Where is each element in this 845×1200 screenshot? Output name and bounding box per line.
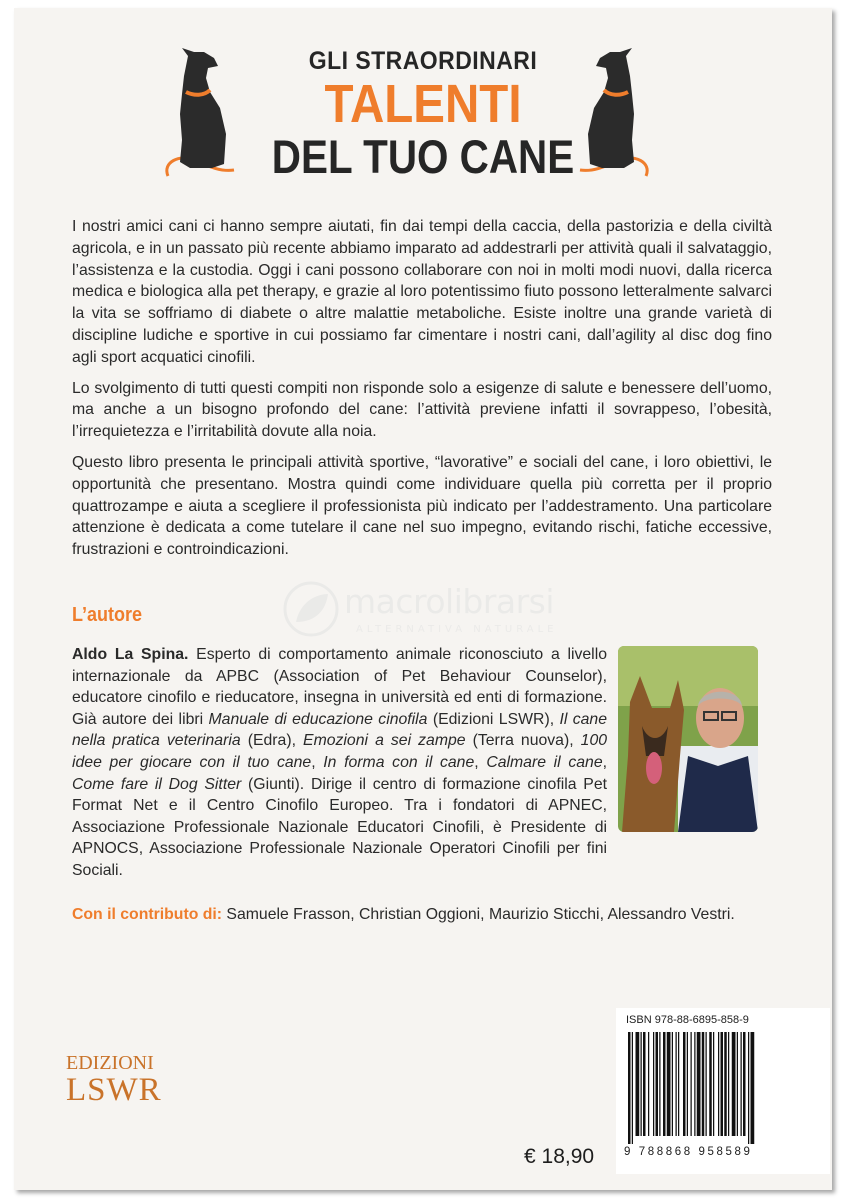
book-ref: Il cane nella pratica veterinaria <box>72 710 607 750</box>
book-ref: 100 idee per giocare con il tuo cane <box>72 732 608 771</box>
barcode-bar <box>643 1032 646 1136</box>
barcode-area <box>616 1008 830 1174</box>
author-name: Aldo La Spina. <box>72 646 189 663</box>
barcode-bar <box>659 1032 660 1136</box>
author-photo <box>618 646 758 832</box>
author-bio <box>72 644 607 882</box>
barcode-bar <box>691 1032 692 1136</box>
barcode-bar <box>741 1032 742 1136</box>
barcode-bar <box>663 1032 666 1136</box>
watermark-tagline: ALTERNATIVA NATURALE <box>356 624 558 635</box>
title-line-2: TALENTI <box>324 74 522 134</box>
watermark <box>282 578 592 648</box>
book-back-cover <box>14 8 832 1190</box>
description-paragraph-1: I nostri amici cani ci hanno sempre aiutati, fin dai tempi della caccia, della pastorizia e della civiltà agricola, e in un passato più recente abbiamo imparato ad addestrarli per attività quali il salvataggio, l’assistenza e la custodia. Oggi i cani possono collaborare con noi in molti modi nuovi, dalla ricerca medica e biologica alla pet therapy, e grazie al loro potentissimo fiuto possono letteralmente salvarci la vita se soffriamo di diabete o altre malattie metaboliche. Esiste inoltre una grande varietà di discipline ludiche e sportive in cui possiamo far cimentare i nostri cani, dall’agility al disc dog fino agli sport acquatici cinofili. <box>72 218 772 366</box>
bio-text: , <box>311 753 324 771</box>
barcode-bar <box>667 1032 671 1136</box>
barcode-bar <box>709 1032 712 1136</box>
book-ref: Emozioni a sei zampe <box>303 732 466 750</box>
bio-text: (Edra), <box>240 732 304 750</box>
barcode-bar <box>687 1032 688 1136</box>
title-line-1: GLI STRAORDINARI <box>308 47 538 75</box>
bio-text: (Terra nuova), <box>465 732 581 750</box>
barcode-bar <box>628 1032 631 1144</box>
barcode-bar <box>748 1032 749 1144</box>
publisher-line-1: EDIZIONI <box>66 1052 154 1074</box>
book-ref: In forma con il cane <box>323 753 475 771</box>
title-line-3: DEL TUO CANE <box>271 130 575 183</box>
book-ref: Manuale di educazione cinofila <box>208 710 428 728</box>
bio-text: (Edizioni LSWR), <box>427 710 560 728</box>
barcode-bar <box>706 1032 707 1136</box>
barcode-bar <box>702 1032 705 1136</box>
contributors-label: Con il contributo di: <box>72 906 223 923</box>
barcode-bar <box>653 1032 654 1136</box>
price: € 18,90 <box>524 1145 595 1168</box>
barcode-bar <box>683 1032 686 1136</box>
bio-text: Esperto di comportamento animale riconosciuto a livello internazionale da APBC (Association of Pet Behaviour Counselor), educatore cinofilo e rieducatore, insegna in università ed enti di formazione. Già autore dei libri <box>72 646 607 728</box>
description-paragraph-2: Lo svolgimento di tutti questi compiti non risponde solo a esigenze di salute e benessere dell’uomo, ma anche a un bisogno profondo del cane: l’attività previene infatti il sovrappeso, l’obesità, l’irrequietezza e l’irritabilità dovute alla noia. <box>72 379 772 441</box>
barcode-digits: 9 788868 958589 <box>624 1146 753 1158</box>
bio-text: , <box>474 753 487 771</box>
barcode-bar <box>676 1032 677 1136</box>
barcode-bar <box>641 1032 642 1136</box>
barcode-bar <box>732 1032 736 1136</box>
bio-text: , <box>602 753 608 771</box>
barcode-bar <box>672 1032 673 1136</box>
barcode-bar <box>718 1032 719 1136</box>
barcode-bar <box>656 1032 659 1136</box>
barcode-bar <box>678 1032 679 1136</box>
barcode <box>626 1032 816 1144</box>
barcode-bar <box>751 1032 755 1144</box>
barcode-bar <box>728 1032 729 1136</box>
contributors <box>72 906 792 924</box>
barcode-bar <box>632 1032 633 1144</box>
barcode-bar <box>721 1032 724 1136</box>
isbn-label: ISBN 978-88-6895-858-9 <box>626 1014 749 1026</box>
contributors-names: Samuele Frasson, Christian Oggioni, Maurizio Sticchi, Alessandro Vestri. <box>222 906 735 923</box>
watermark-name: macrolibrarsi <box>344 582 555 621</box>
barcode-bar <box>636 1032 640 1136</box>
book-ref: Calmare il cane <box>486 753 603 771</box>
barcode-bar <box>713 1032 714 1136</box>
barcode-bar <box>648 1032 649 1136</box>
publisher-line-2: LSWR <box>66 1072 162 1108</box>
leaf-logo-icon <box>282 580 340 638</box>
description-paragraph-3: Questo libro presenta le principali attività sportive, “lavorative” e sociali del cane, i loro obiettivi, le opportunità che presentano. Mostra quindi come individuare quella più corretta per il proprio quattrozampe e aiuta a scegliere il professionista più indicato per l’addestramento. Una particolare attenzione è dedicata a come tutelare il cane nel suo impegno, evitando rischi, fatiche eccessive, frustrazioni e controindicazioni. <box>72 453 772 559</box>
barcode-bar <box>743 1032 746 1136</box>
book-description <box>72 216 772 570</box>
book-title <box>14 46 832 182</box>
barcode-bar <box>694 1032 695 1136</box>
book-ref: Come fare il Dog Sitter <box>72 775 242 793</box>
barcode-bar <box>737 1032 738 1136</box>
publisher-logo <box>66 1052 162 1106</box>
bio-text: (Giunti). Dirige il centro di formazione cinofila Pet Format Net e il Centro Cinofilo Europeo. Tra i fondatori di APNEC, Associazione Professionale Nazionale Educatori Cinofili, è Presidente di APNOCS, Associazione Professionale Nazionale Operatori Cinofili per fini Sociali. <box>72 775 607 879</box>
barcode-bar <box>697 1032 701 1136</box>
author-heading: L’autore <box>72 604 143 626</box>
barcode-bar <box>724 1032 727 1136</box>
